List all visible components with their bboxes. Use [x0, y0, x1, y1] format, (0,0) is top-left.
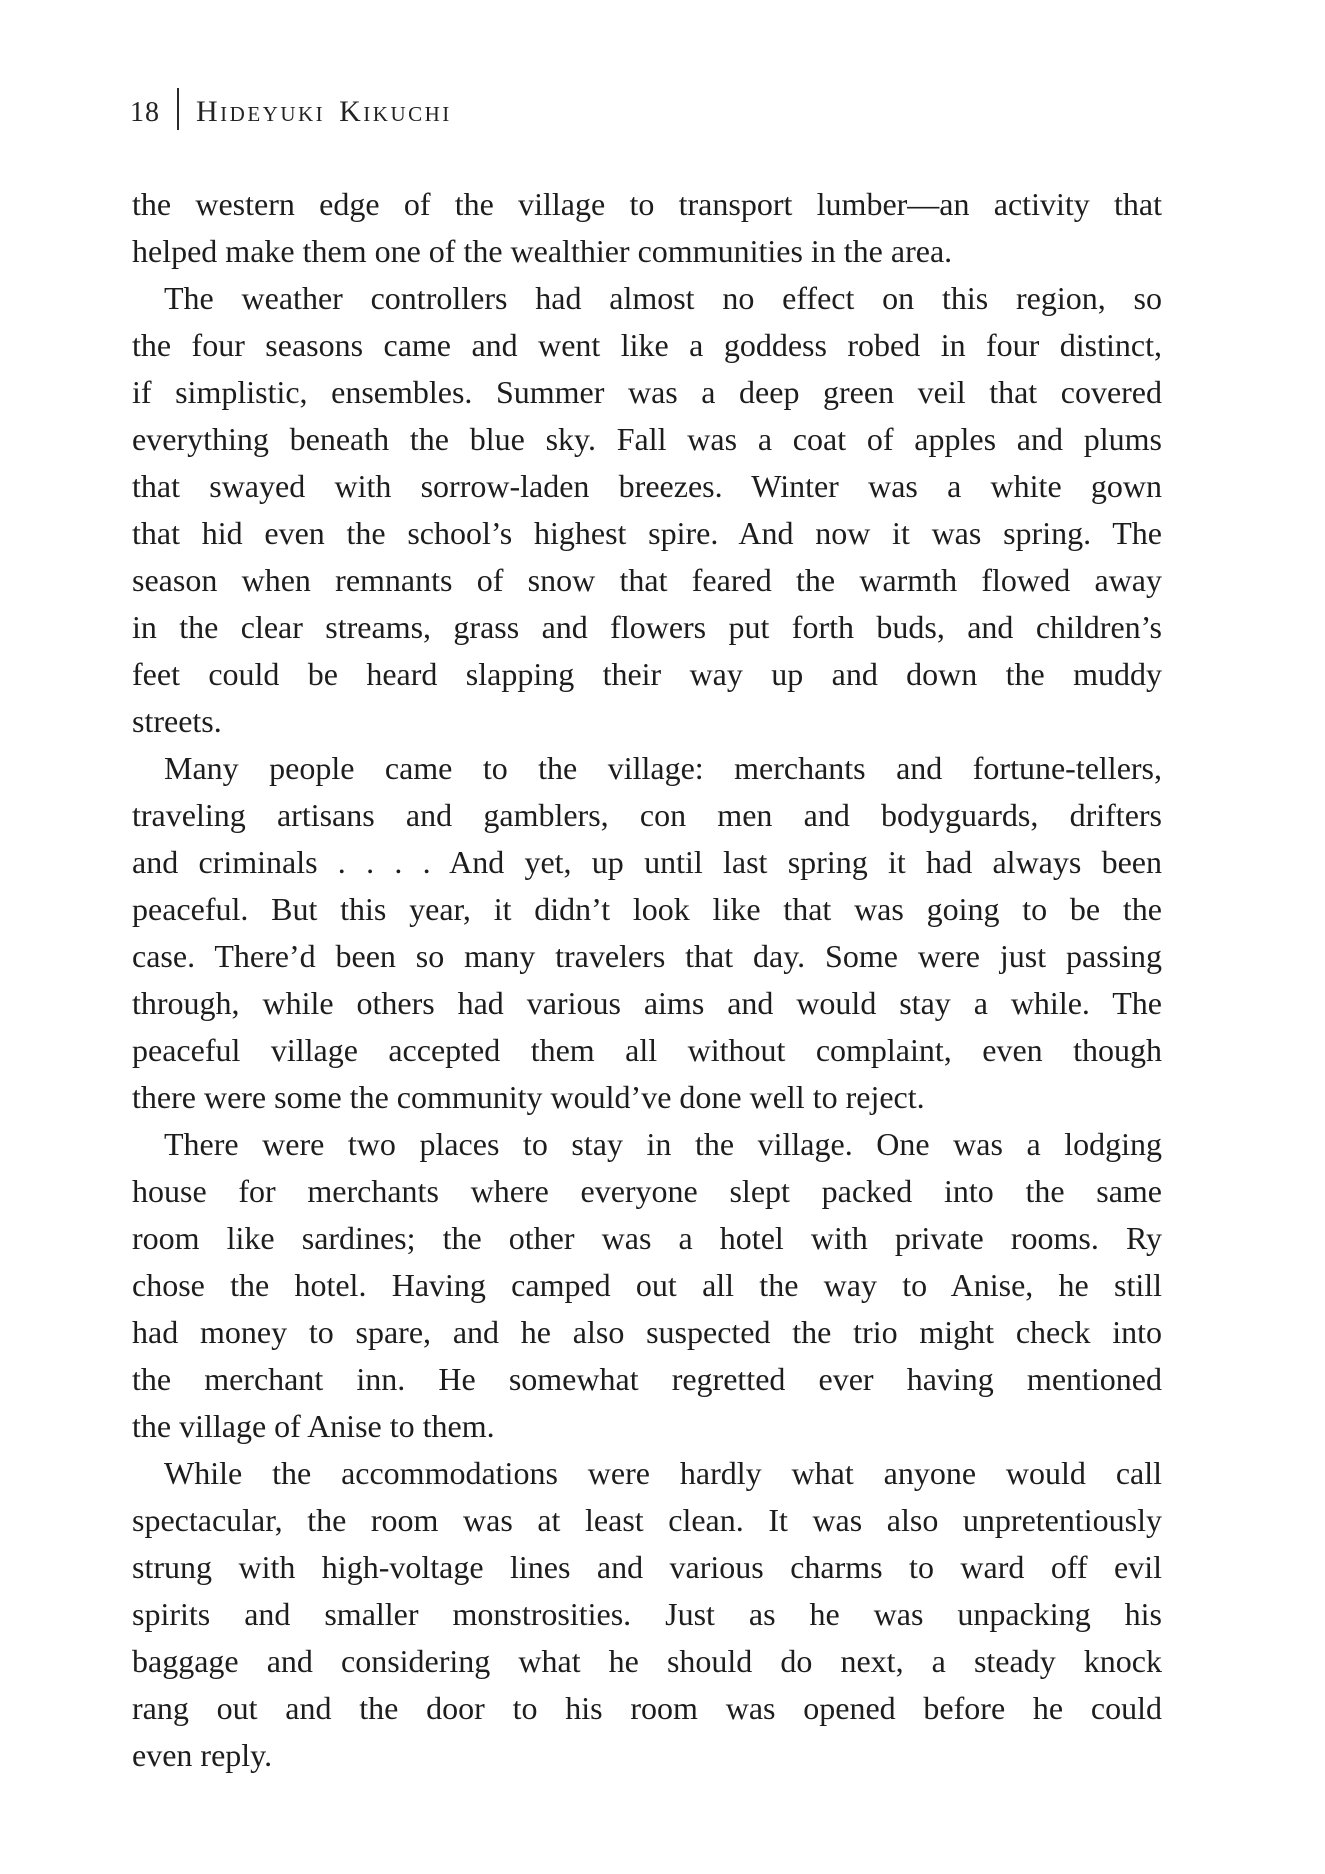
text-line: The weather controllers had almost no effect on this region, so	[164, 280, 1162, 316]
text-line: baggage and considering what he should do next, a steady knock	[132, 1643, 1162, 1679]
page-number: 18	[130, 97, 160, 128]
text-line: everything beneath the blue sky. Fall was a coat of apples and plums	[132, 421, 1162, 457]
text-line: through, while others had various aims and would stay a while. The	[132, 985, 1162, 1021]
text-line: there were some the community would’ve done well to reject.	[132, 1079, 925, 1115]
text-line: strung with high-voltage lines and various charms to ward off evil	[132, 1549, 1162, 1585]
text-line: room like sardines; the other was a hotel with private rooms. Ry	[132, 1220, 1162, 1256]
text-line: rang out and the door to his room was opened before he could	[132, 1690, 1162, 1726]
text-line: While the accommodations were hardly what anyone would call	[164, 1455, 1162, 1491]
text-line: There were two places to stay in the village. One was a lodging	[164, 1126, 1162, 1162]
header-separator-rule	[177, 88, 179, 130]
text-line: house for merchants where everyone slept packed into the same	[132, 1173, 1162, 1209]
text-line: that hid even the school’s highest spire. And now it was spring. The	[132, 515, 1162, 551]
text-line: streets.	[132, 703, 222, 739]
text-line: feet could be heard slapping their way up and down the muddy	[132, 656, 1162, 692]
page-header	[130, 88, 452, 139]
paragraph	[132, 1121, 1162, 1450]
text-line: spectacular, the room was at least clean. It was also unpretentiously	[132, 1502, 1162, 1538]
text-line: the village of Anise to them.	[132, 1408, 495, 1444]
text-line: even reply.	[132, 1737, 273, 1773]
text-line: Many people came to the village: merchants and fortune-tellers,	[164, 750, 1162, 786]
paragraph	[132, 275, 1162, 745]
paragraph	[132, 745, 1162, 1121]
text-line: if simplistic, ensembles. Summer was a deep green veil that covered	[132, 374, 1162, 410]
paragraph	[132, 181, 1162, 275]
text-line: the four seasons came and went like a goddess robed in four distinct,	[132, 327, 1162, 363]
text-line: and criminals . . . . And yet, up until last spring it had always been	[132, 844, 1162, 880]
text-line: that swayed with sorrow-laden breezes. Winter was a white gown	[132, 468, 1162, 504]
text-line: helped make them one of the wealthier communities in the area.	[132, 233, 953, 269]
text-line: had money to spare, and he also suspected the trio might check into	[132, 1314, 1162, 1350]
running-header-author: Hideyuki Kikuchi	[196, 95, 452, 128]
text-line: peaceful. But this year, it didn’t look like that was going to be the	[132, 891, 1162, 927]
text-line: season when remnants of snow that feared the warmth flowed away	[132, 562, 1162, 598]
text-line: traveling artisans and gamblers, con men and bodyguards, drifters	[132, 797, 1162, 833]
text-line: case. There’d been so many travelers that day. Some were just passing	[132, 938, 1162, 974]
page-body	[132, 181, 1162, 1779]
paragraph	[132, 1450, 1162, 1779]
text-line: the western edge of the village to transport lumber—an activity that	[132, 186, 1162, 222]
text-line: spirits and smaller monstrosities. Just as he was unpacking his	[132, 1596, 1162, 1632]
text-line: chose the hotel. Having camped out all the way to Anise, he still	[132, 1267, 1162, 1303]
text-line: in the clear streams, grass and flowers put forth buds, and children’s	[132, 609, 1162, 645]
text-line: the merchant inn. He somewhat regretted ever having mentioned	[132, 1361, 1162, 1397]
text-line: peaceful village accepted them all without complaint, even though	[132, 1032, 1162, 1068]
